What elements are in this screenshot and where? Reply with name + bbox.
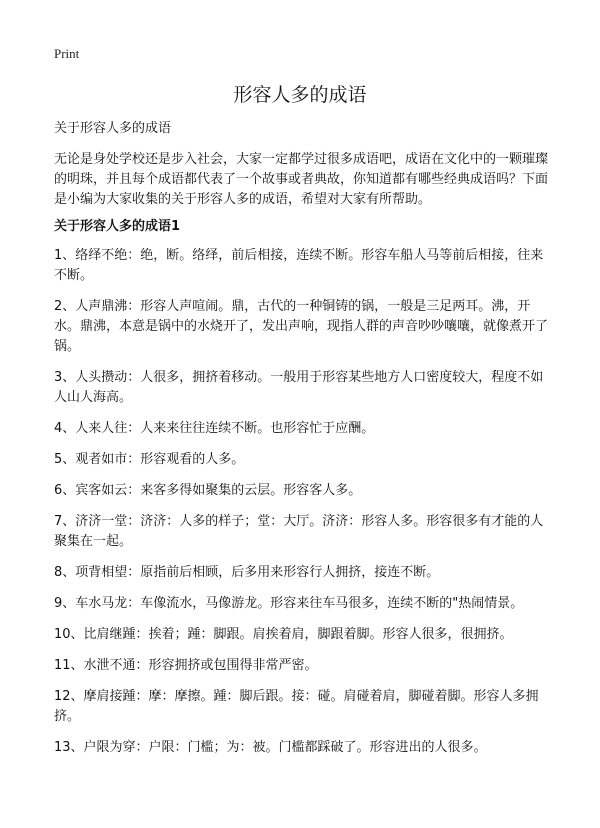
page-title: 形容人多的成语 bbox=[233, 84, 367, 106]
idiom-item-6: 6、宾客如云：来客多得如聚集的云层。形容客人多。 bbox=[54, 483, 362, 498]
idiom-item-13: 13、户限为穿：户限：门槛；为：被。门槛都踩破了。形容进出的人很多。 bbox=[54, 740, 487, 755]
idiom-item-3: 3、人头攒动：人很多，拥挤着移动。一般用于形容某些地方人口密度较大，程度不如人山人海高。 bbox=[54, 370, 544, 405]
idiom-item-11: 11、水泄不通：形容拥挤或包围得非常严密。 bbox=[54, 658, 318, 673]
idiom-item-2: 2、人声鼎沸：形容人声喧闹。鼎，古代的一种铜铸的锅，一般是三足两耳。沸，开水。鼎沸，本意是锅中的水烧开了，发出声响，现指人群的声音吵吵嚷嚷，就像煮开了锅。 bbox=[54, 299, 549, 354]
idiom-item-5: 5、观者如市：形容观看的人多。 bbox=[54, 452, 245, 467]
section-heading: 关于形容人多的成语1 bbox=[54, 219, 181, 234]
idiom-list bbox=[54, 246, 552, 769]
idiom-item-7: 7、济济一堂：济济：人多的样子；堂：大厅。济济：形容人多。形容很多有才能的人聚集在一起。 bbox=[54, 514, 544, 549]
idiom-item-1: 1、络绎不绝：绝，断。络绎，前后相接，连续不断。形容车船人马等前后相接，往来不断。 bbox=[54, 248, 544, 283]
idiom-item-9: 9、车水马龙：车像流水，马像游龙。形容来往车马很多，连续不断的"热闹情景。 bbox=[54, 596, 524, 611]
idiom-item-12: 12、摩肩接踵：摩：摩擦。踵：脚后跟。接：碰。肩碰着肩，脚碰着脚。形容人多拥挤。 bbox=[54, 689, 539, 724]
idiom-item-10: 10、比肩继踵：挨着；踵：脚跟。肩挨着肩，脚跟着脚。形容人很多，很拥挤。 bbox=[54, 627, 513, 642]
idiom-item-4: 4、人来人往：人来来往往连续不断。也形容忙于应酬。 bbox=[54, 421, 375, 436]
intro-paragraph: 无论是身处学校还是步入社会，大家一定都学过很多成语吧，成语在文化中的一颗璀璨的明珠，并且每个成语都代表了一个故事或者典故，你知道都有哪些经典成语吗？下面是小编为大家收集的关于形容人多的成语，希望对大家有所帮助。 bbox=[54, 152, 549, 207]
subtitle: 关于形容人多的成语 bbox=[54, 121, 172, 136]
print-link[interactable]: Print bbox=[54, 46, 80, 61]
idiom-item-8: 8、项背相望：原指前后相顾，后多用来形容行人拥挤，接连不断。 bbox=[54, 565, 440, 580]
